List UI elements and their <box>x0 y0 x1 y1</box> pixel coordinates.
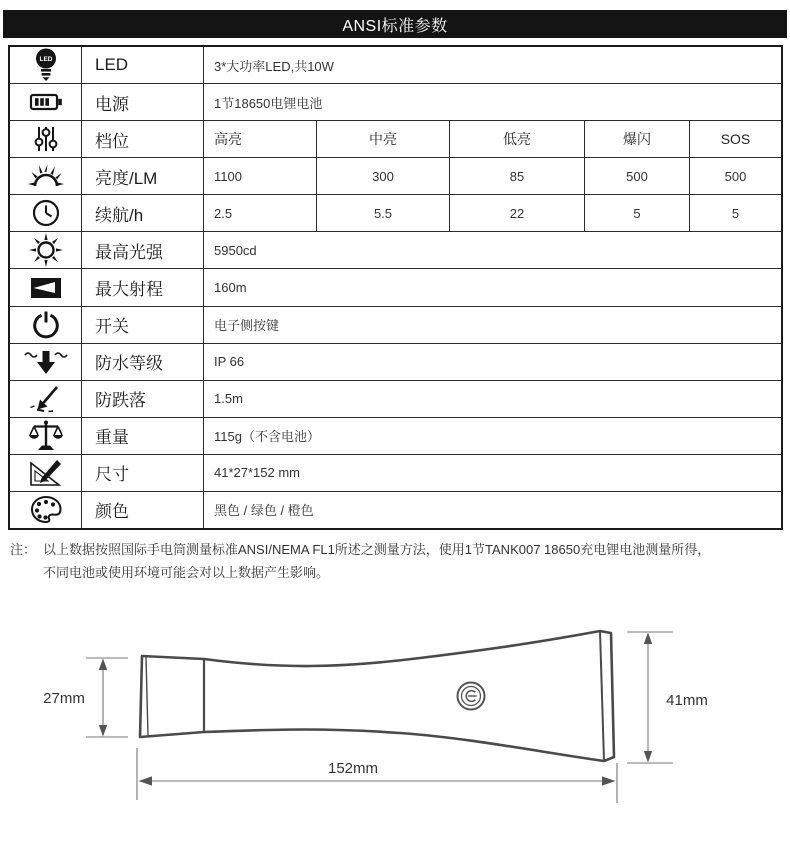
spec-table <box>8 45 783 530</box>
mode-cell: 低亮 <box>450 121 585 157</box>
mode-cell: SOS <box>720 131 751 148</box>
row-value: 1节18650电锂电池 <box>214 95 323 111</box>
head-height-label: 41mm <box>666 692 708 709</box>
row-value: 115g（不含电池） <box>214 429 320 445</box>
row-value: 3*大功率LED,共10W <box>214 58 334 74</box>
value-cell: 1100 <box>204 158 317 194</box>
row-value: 160m <box>214 280 247 295</box>
power-switch-icon <box>10 307 82 343</box>
row-label: 续航/h <box>82 195 204 231</box>
table-row <box>10 120 781 157</box>
row-value: 1.5m <box>214 391 243 407</box>
length-label: 152mm <box>327 760 379 777</box>
led-bulb-icon <box>10 47 82 83</box>
value-cell: 5 <box>585 195 690 231</box>
table-row <box>10 231 781 268</box>
table-row <box>10 491 781 528</box>
row-label: 电源 <box>82 84 204 120</box>
row-label: 防跌落 <box>82 381 204 417</box>
mode-cell: 中亮 <box>317 121 450 157</box>
note-line-1: 以上数据按照国际手电筒测量标准ANSI/NEMA FL1所述之测量方法，使用1节TANK007 18650充电锂电池测量所得， <box>43 542 711 557</box>
table-row <box>10 157 781 194</box>
value-cell: 500 <box>585 158 690 194</box>
brightness-rays-icon <box>10 158 82 194</box>
value-cell: 5.5 <box>317 195 450 231</box>
tail-height-label: 27mm <box>43 690 85 707</box>
drop-impact-icon <box>10 381 82 417</box>
note-body <box>43 538 782 584</box>
row-label: 开关 <box>82 307 204 343</box>
table-title-bar <box>3 10 787 38</box>
weight-scale-icon <box>10 418 82 454</box>
beam-throw-icon <box>10 269 82 305</box>
table-title: ANSI标准参数 <box>342 17 448 35</box>
note-line-2: 不同电池或使用环境可能会对以上数据产生影响。 <box>43 565 330 580</box>
measurement-note <box>10 538 782 584</box>
mode-cell: 爆闪 <box>585 121 690 157</box>
table-row <box>10 454 781 491</box>
row-label: 最高光强 <box>82 232 204 268</box>
value-cell: 22 <box>450 195 585 231</box>
row-label: 档位 <box>82 121 204 157</box>
table-row <box>10 380 781 417</box>
table-row <box>10 268 781 305</box>
value-cell: 2.5 <box>204 195 317 231</box>
value-cell: 500 <box>724 168 747 184</box>
tail-height-dimension <box>86 658 128 737</box>
row-value: 5950cd <box>214 242 257 258</box>
row-label: 颜色 <box>82 492 204 528</box>
battery-icon <box>10 84 82 120</box>
row-label: 防水等级 <box>82 344 204 380</box>
table-row <box>10 306 781 343</box>
row-label: LED <box>82 47 204 83</box>
flashlight-dimension-diagram <box>0 600 790 845</box>
table-row <box>10 343 781 380</box>
row-label: 最大射程 <box>82 269 204 305</box>
sun-intensity-icon <box>10 232 82 268</box>
table-row <box>10 194 781 231</box>
value-cell: 5 <box>731 205 740 221</box>
row-label: 重量 <box>82 418 204 454</box>
flashlight-outline <box>140 631 614 761</box>
row-value: 黑色 / 绿色 / 橙色 <box>214 503 314 519</box>
row-value: 41*27*152 mm <box>214 465 300 481</box>
row-label: 亮度/LM <box>82 158 204 194</box>
table-row <box>10 83 781 120</box>
row-value: 电子侧按键 <box>214 318 280 334</box>
note-prefix: 注： <box>10 542 37 557</box>
waterproof-icon <box>10 344 82 380</box>
svg-text:LED: LED <box>39 56 52 64</box>
value-cell: 85 <box>450 158 585 194</box>
color-palette-icon <box>10 492 82 528</box>
mode-cell: 高亮 <box>204 121 317 157</box>
clock-icon <box>10 195 82 231</box>
dimension-ruler-icon <box>10 455 82 491</box>
mode-sliders-icon <box>10 121 82 157</box>
value-cell: 300 <box>317 158 450 194</box>
row-value: IP 66 <box>214 354 245 370</box>
table-row <box>10 417 781 454</box>
side-switch-button <box>458 683 485 710</box>
table-row <box>10 47 781 83</box>
row-label: 尺寸 <box>82 455 204 491</box>
